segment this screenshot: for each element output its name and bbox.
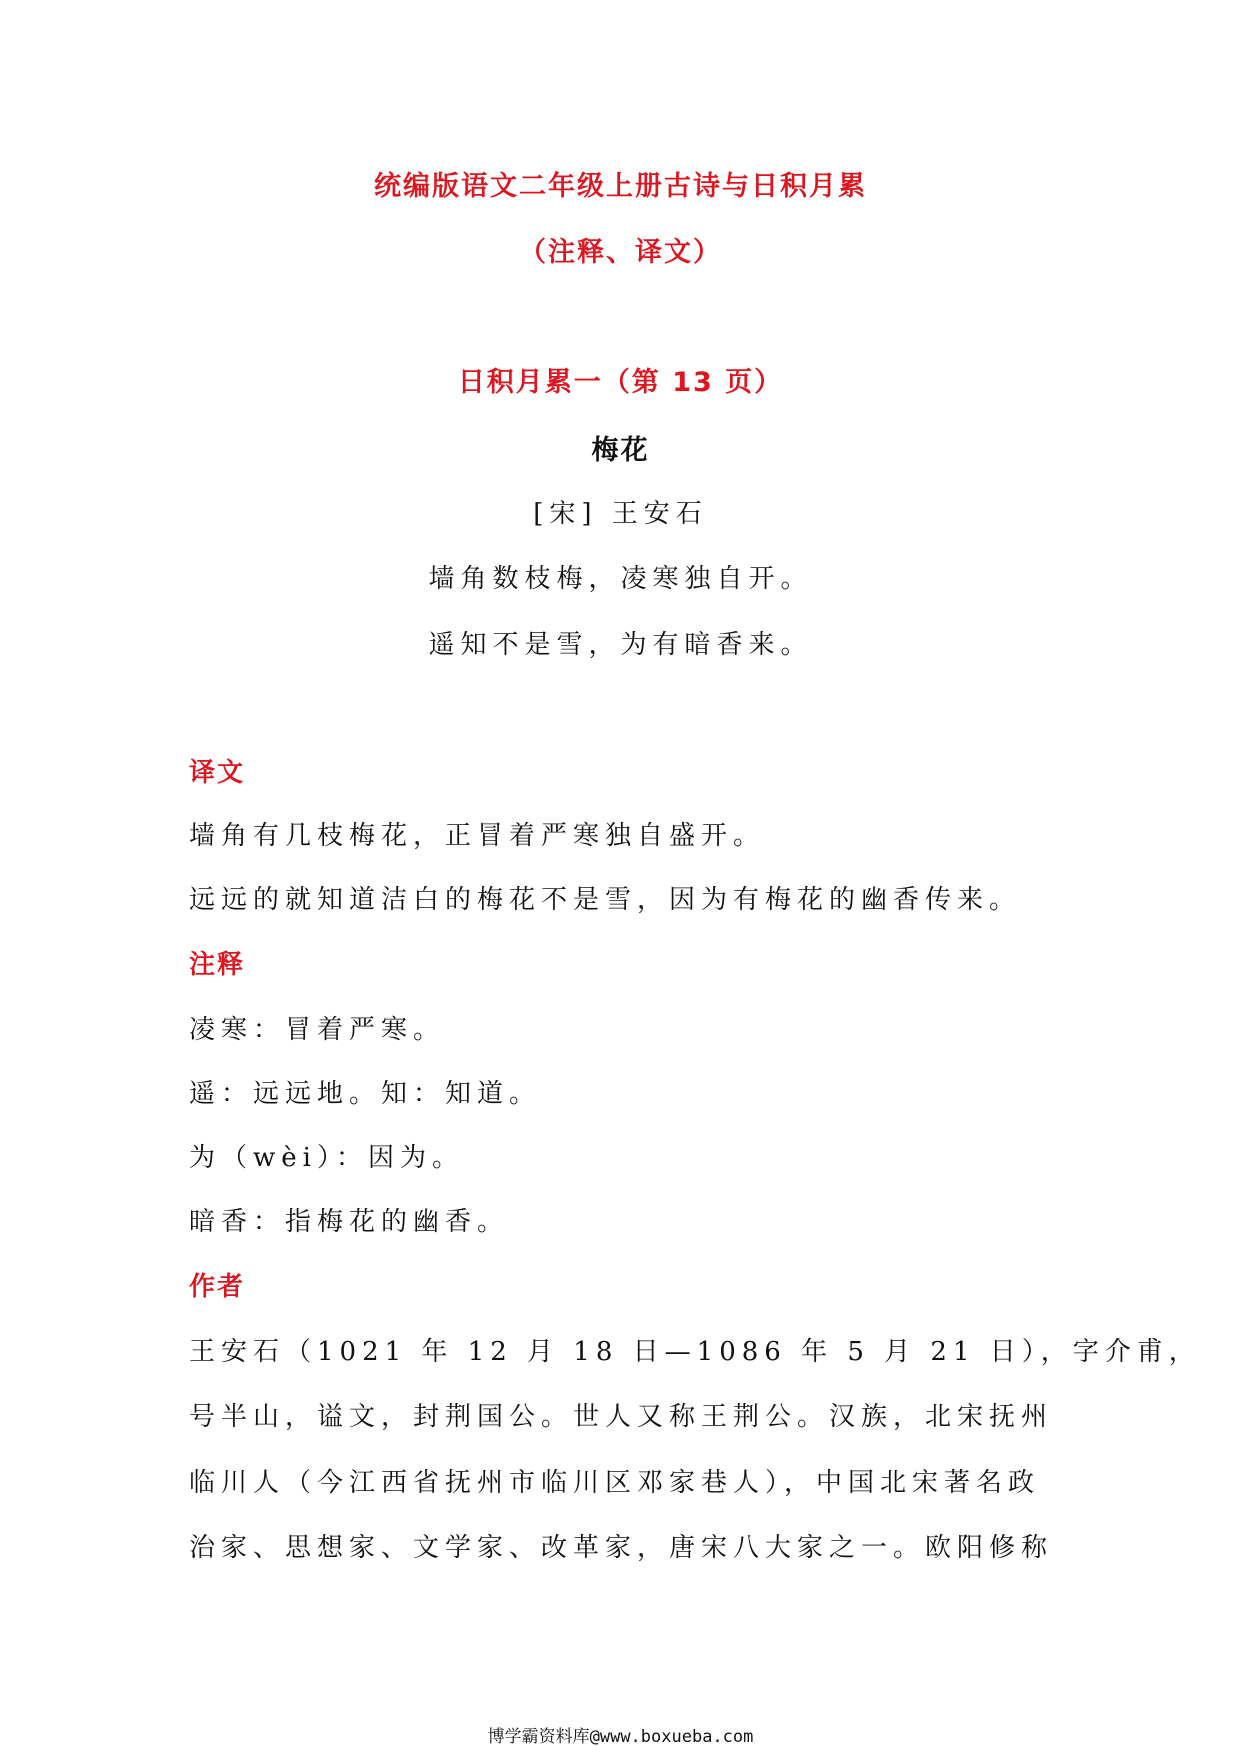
document-title: 统编版语文二年级上册古诗与日积月累	[374, 171, 867, 202]
poem-author: [宋] 王安石	[533, 499, 708, 529]
section-heading: 日积月累一（第 13 页）	[457, 367, 784, 398]
author-heading: 作者	[189, 1272, 246, 1302]
author-bio-line: 号半山，谥文，封荆国公。世人又称王荆公。汉族，北宋抚州	[189, 1402, 1054, 1432]
footer-watermark: 博学霸资料库@www.boxueba.com	[487, 1727, 754, 1747]
translation-line: 墙角有几枝梅花，正冒着严寒独自盛开。	[189, 821, 766, 851]
poem-title: 梅花	[591, 435, 650, 466]
translation-heading: 译文	[189, 758, 246, 788]
translation-line: 远远的就知道洁白的梅花不是雪，因为有梅花的幽香传来。	[189, 885, 1022, 915]
notes-heading: 注释	[189, 950, 246, 980]
author-bio-line: 治家、思想家、文学家、改革家，唐宋八大家之一。欧阳修称	[189, 1533, 1054, 1563]
note-line: 遥：远远地。知：知道。	[189, 1079, 542, 1109]
note-line: 暗香：指梅花的幽香。	[189, 1207, 510, 1237]
author-bio-line: 临川人（今江西省抚州市临川区邓家巷人），中国北宋著名政	[189, 1468, 1041, 1498]
document-subtitle: （注释、译文）	[519, 237, 722, 268]
note-line: 凌寒：冒着严寒。	[189, 1015, 446, 1045]
poem-line: 遥知不是雪，为有暗香来。	[428, 630, 813, 660]
poem-line: 墙角数枝梅，凌寒独自开。	[428, 564, 813, 594]
note-line: 为（wèi）：因为。	[189, 1143, 464, 1173]
author-bio-line: 王安石（1021 年 12 月 18 日—1086 年 5 月 21 日），字介甫，	[189, 1337, 1201, 1367]
